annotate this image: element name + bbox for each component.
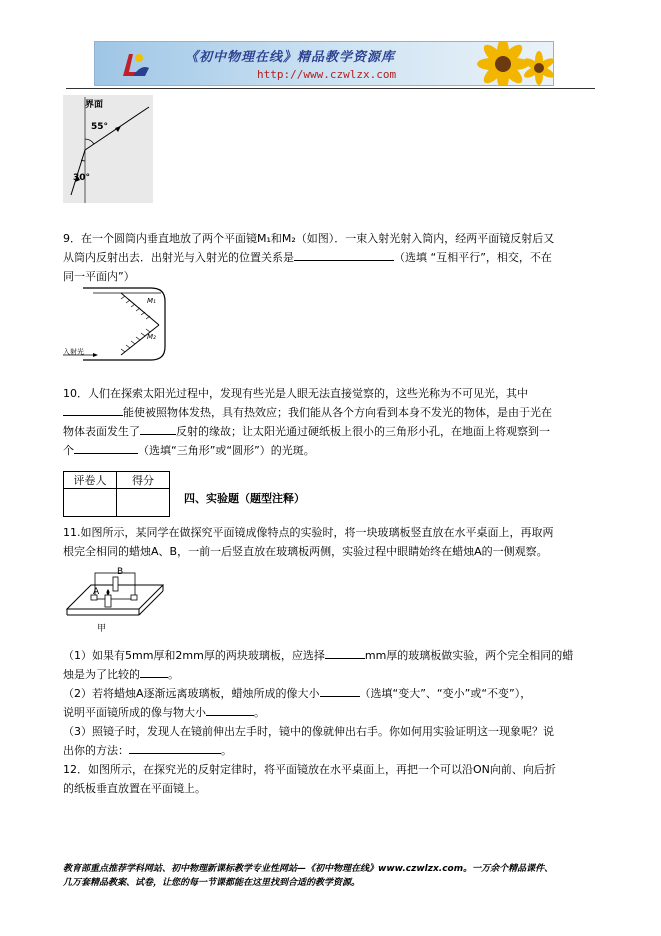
figure-refraction	[63, 95, 153, 203]
q11-blank-size[interactable]	[320, 685, 360, 697]
q12-line1: 12．如图所示，在探究光的反射定律时，将平面镜放在水平桌面上，再把一个可以沿ON向前、向后折	[63, 763, 556, 776]
candle-b-label: B	[117, 567, 124, 577]
angle-55-label: 55°	[91, 122, 109, 132]
q11-blank-method[interactable]	[129, 742, 221, 754]
figure-candles	[65, 565, 165, 633]
q11-line1: 11.如图所示，某同学在做探究平面镜成像特点的实验时，将一块玻璃板竖直放在水平桌面上，再取两	[63, 526, 554, 539]
incident-light-label: 入射光	[63, 348, 84, 356]
section-title: 四、实验题（题型注释）	[184, 492, 305, 505]
banner-url[interactable]: http://www.czwlzx.com	[257, 68, 397, 81]
q11-part2-line2: 说明平面镜所成的像与物大小 。	[63, 706, 265, 719]
question-10	[63, 384, 593, 460]
sunflower-icon	[473, 42, 554, 86]
figure-caption-jia: 甲	[97, 624, 107, 634]
mirror-m2-label: M₂	[147, 333, 156, 341]
q11-line2: 根完全相同的蜡烛A、B，一前一后竖直放在玻璃板两侧，实验过程中眼睛始终在蜡烛A的一侧观察。	[63, 545, 548, 558]
q11-blank-thickness[interactable]	[325, 647, 365, 659]
candle-diagram	[65, 565, 165, 621]
q9-line1: 9．在一个圆筒内垂直地放了两个平面镜M₁和M₂（如图）．一束入射光射入筒内，经两平面镜反射后又	[63, 232, 555, 245]
logo-icon	[115, 46, 151, 82]
q10-line2: 能使被照物体发热，具有热效应；我们能从各个方向看到本身不发光的物体，是由于光在	[63, 403, 593, 422]
q10-line4: 个 （选填“三角形”或“圆形”）的光斑。	[63, 444, 315, 457]
q9-blank[interactable]	[294, 249, 394, 261]
footer-line2: 几万套精品教案、试卷，让您的每一节课都能在这里找到合适的教学资源。	[63, 878, 361, 888]
footer-line1: 教育部重点推荐学科网站、初中物理新课标教学专业性网站—《初中物理在线》www.czwlzx.com。一万余个精品课件、	[63, 864, 554, 874]
score-cell[interactable]	[117, 489, 170, 517]
q11-blank-compare[interactable]	[140, 666, 168, 678]
score-table	[63, 471, 170, 517]
q11-part3-line1: （3）照镜子时，发现人在镜前伸出左手时，镜中的像就伸出右手。你如何用实验证明这一现象呢？说	[63, 725, 554, 738]
q9-line3: 同一平面内”）	[63, 270, 135, 283]
header-rule	[66, 88, 595, 89]
q10-line3: 物体表面发生了 反射的缘故；让太阳光通过硬纸板上很小的三角形小孔，在地面上将观察到一	[63, 425, 550, 438]
question-11	[63, 523, 593, 561]
q10-line1: 10．人们在探索太阳光过程中，发现有些光是人眼无法直接觉察的，这些光称为不可见光，其中	[63, 387, 528, 400]
footer	[63, 862, 603, 890]
question-9	[63, 229, 593, 286]
q11-part1-line1: （1）如果有5mm厚和2mm厚的两块玻璃板，应选择 mm厚的玻璃板做实验，两个完全相同的蜡	[63, 649, 574, 662]
grader-header: 评卷人	[64, 472, 117, 489]
q11-part2-line1: （2）若将蜡烛A逐渐远离玻璃板，蜡烛所成的像大小 （选填“变大”、“变小”或“不变”），	[63, 687, 532, 700]
score-header: 得分	[117, 472, 170, 489]
candle-a-label: A	[93, 587, 100, 597]
angle-30-label: 30°	[73, 173, 91, 183]
q11-part3-line2: 出你的方法： 。	[63, 744, 232, 757]
q9-line2: 从筒内反射出去．出射光与入射光的位置关系是 （选填 “互相平行”，相交，不在	[63, 251, 552, 264]
q10-blank-3[interactable]	[74, 442, 138, 454]
interface-label: 界面	[85, 100, 104, 110]
q10-blank-1[interactable]	[63, 404, 123, 416]
q12-line2: 的纸板垂直放置在平面镜上。	[63, 782, 206, 795]
header-banner	[94, 41, 554, 86]
q11-blank-equal[interactable]	[206, 704, 254, 716]
question-11-parts	[63, 646, 593, 760]
q10-blank-2[interactable]	[140, 423, 176, 435]
grader-cell[interactable]	[64, 489, 117, 517]
question-12	[63, 760, 593, 798]
mirror-m1-label: M₁	[147, 297, 156, 305]
figure-mirrors	[63, 285, 169, 363]
refraction-diagram	[63, 95, 153, 203]
q11-part1-line2: 烛是为了比较的 。	[63, 668, 179, 681]
banner-title: 《初中物理在线》精品教学资源库	[185, 50, 396, 65]
